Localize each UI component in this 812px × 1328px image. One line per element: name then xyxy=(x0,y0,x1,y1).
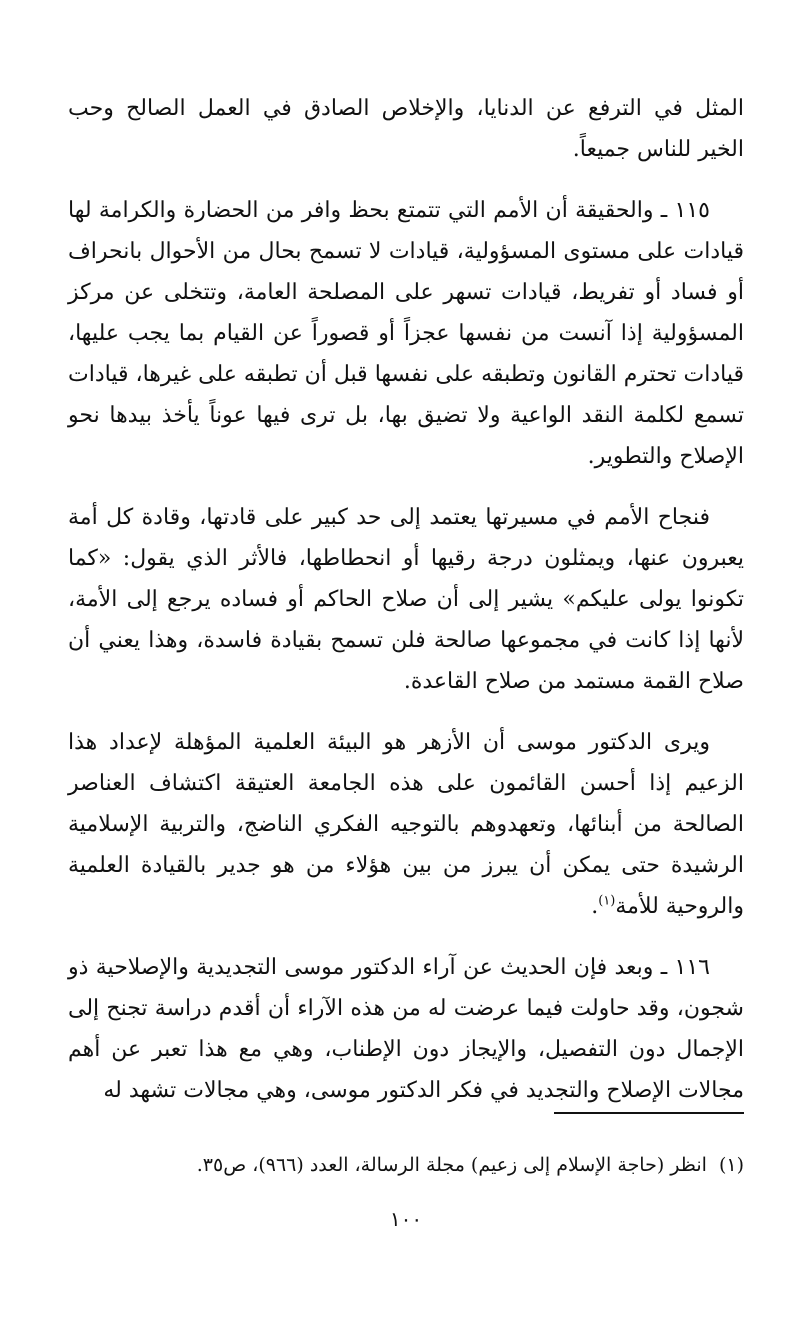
main-text xyxy=(68,88,744,1131)
page-number: ١٠٠ xyxy=(389,1207,423,1231)
footnote-reference[interactable]: (١) xyxy=(598,893,616,909)
footnote xyxy=(68,1150,744,1180)
paragraph-leaders: فنجاح الأمم في مسيرتها يعتمد إلى حد كبير على قادتها، وقادة كل أمة يعبرون عنها، ويمثلون درجة رقيها أو انحطاطها، فالأثر الذي يقول: «كما تكونوا يولى عليكم» يشير إلى أن صلاح الحاكم أو فساده يرجع إلى الأمة، لأنها إذا كانت في مجموعها صالحة فلن تسمح بقيادة فاسدة، وهذا يعني أن صلاح القمة مستمد من صلاح القاعدة. xyxy=(68,505,744,694)
paragraph-azhar: ويرى الدكتور موسى أن الأزهر هو البيئة العلمية المؤهلة لإعداد هذا الزعيم إذا أحسن القائمون على هذه الجامعة العتيقة اكتشاف العناصر الصالحة من أبنائها، وتعهدوهم بالتوجيه الفكري الناضج، والتربية الإسلامية الرشيدة حتى يمكن أن يبرز من بين هؤلاء من هو جدير بالقيادة العلمية والروحية للأمة$^{(١)}$. xyxy=(68,730,744,919)
paragraph-115: ١١٥ ـ والحقيقة أن الأمم التي تتمتع بحظ وافر من الحضارة والكرامة لها قيادات على مستوى المسؤولية، قيادات لا تسمح بحال من الأحوال بانحراف أو فساد أو تفريط، قيادات تسهر على المصلحة العامة، وتتخلى عن مركز المسؤولية إذا آنست من نفسها عجزاً أو قصوراً عن القيام بما يجب عليها، قيادات تحترم القانون وتطبقه على نفسها قبل أن تطبقه على غيرها، قيادات تسمع لكلمة النقد الواعية ولا تضيق بها، بل ترى فيها عوناً يأخذ بيدها نحو الإصلاح والتطوير. xyxy=(68,198,744,469)
footnote-number: (١) xyxy=(718,1154,744,1176)
footnote-separator xyxy=(554,1112,744,1114)
paragraph-continuation: المثل في الترفع عن الدنايا، والإخلاص الصادق في العمل الصالح وحب الخير للناس جميعاً. xyxy=(68,96,744,162)
paragraph-azhar-text: ويرى الدكتور موسى أن الأزهر هو البيئة العلمية المؤهلة لإعداد هذا الزعيم إذا أحسن القائمون على هذه الجامعة العتيقة اكتشاف العناصر الصالحة من أبنائها، وتعهدوهم بالتوجيه الفكري الناضج، والتربية الإسلامية الرشيدة حتى يمكن أن يبرز من بين هؤلاء من هو جدير بالقيادة العلمية والروحية للأمة xyxy=(68,730,744,919)
paragraph-116: ١١٦ ـ وبعد فإن الحديث عن آراء الدكتور موسى التجديدية والإصلاحية ذو شجون، وقد حاولت فيما عرضت له من هذه الآراء أن أقدم دراسة تجنح إلى الإجمال دون التفصيل، والإيجاز دون الإطناب، وهي مع هذا تعبر عن أهم مجالات الإصلاح والتجديد في فكر الدكتور موسى، وهي مجالات تشهد له xyxy=(68,955,744,1103)
footnote-text: انظر (حاجة الإسلام إلى زعيم) مجلة الرسالة، العدد (٩٦٦)، ص٣٥. xyxy=(196,1154,707,1176)
